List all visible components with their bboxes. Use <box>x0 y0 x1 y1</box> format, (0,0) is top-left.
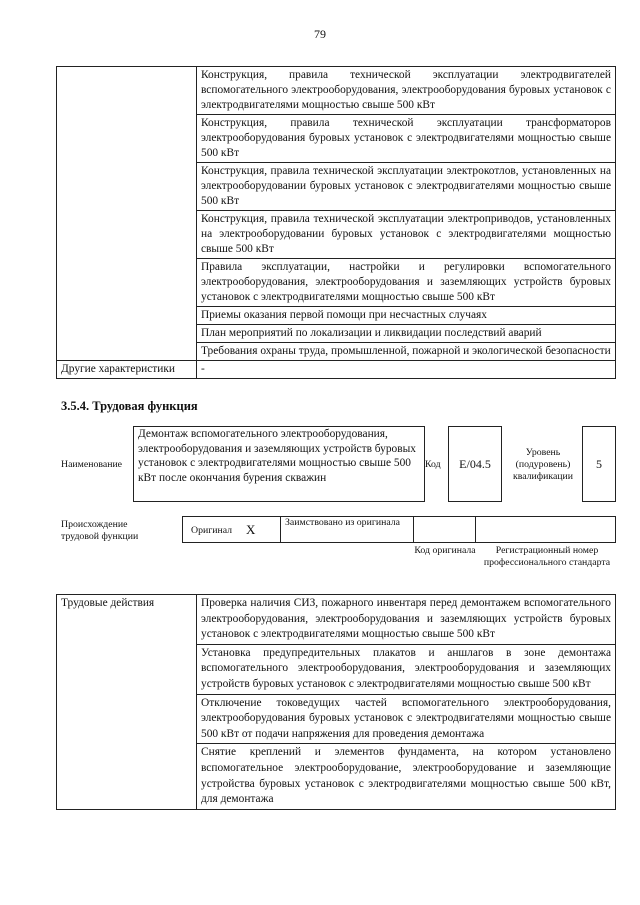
labor-actions-label: Трудовые действия <box>57 595 197 810</box>
labor-action-item: Установка предупредительных плакатов и аншлагов в зоне демонтажа вспомогательного электрооборудования, электрооборудования и заземляющих устройств буровых установок с электродвигателями мощностью свыше 500 кВт <box>197 644 616 694</box>
knowledge-item: Конструкция, правила технической эксплуатации трансформаторов электрооборудования буровых установок с электродвигателями мощностью свыше 500 кВт <box>197 115 616 163</box>
knowledge-item: Требования охраны труда, промышленной, пожарной и экологической безопасности <box>197 343 616 361</box>
name-label: Наименование <box>61 459 123 470</box>
code-original-caption: Код оригинала <box>414 545 476 556</box>
other-characteristics-value: - <box>197 361 616 379</box>
knowledge-item: Приемы оказания первой помощи при несчастных случаях <box>197 307 616 325</box>
knowledge-item: Конструкция, правила технической эксплуатации электрокотлов, установленных на электрооборудовании буровых установок с электродвигателями мощностью свыше 500 кВт <box>197 163 616 211</box>
page-number: 79 <box>314 27 326 41</box>
section-heading: 3.5.4. Трудовая функция <box>61 399 198 413</box>
code-label: Код <box>425 459 441 470</box>
function-name: Демонтаж вспомогательного электрооборудования, электрооборудования и заземляющих устройств буровых установок с электродвигателями мощностью свыше 500 кВт после окончания бурения скважин <box>138 428 416 484</box>
labor-action-item: Снятие креплений и элементов фундамента, на котором установлено вспомогательное электрооборудование, электрооборудование и заземляющие устройства буровых установок с электродвигателями мощностью свыше 500 кВт, для демонтажа <box>197 744 616 809</box>
labor-action-item: Отключение токоведущих частей вспомогательного электрооборудования, электрооборудования буровых установок с электродвигателями мощностью свыше 500 кВт от подачи напряжения для проведения демонтажа <box>197 694 616 744</box>
knowledge-item: План мероприятий по локализации и ликвидации последствий аварий <box>197 325 616 343</box>
knowledge-table <box>56 66 616 379</box>
reg-number-caption: Регистрационный номер профессионального стандарта <box>483 545 611 568</box>
original-mark: X <box>246 522 256 537</box>
level-label: Уровень (подуровень) квалификации <box>512 447 574 482</box>
labor-action-item: Проверка наличия СИЗ, пожарного инвентаря перед демонтажем вспомогательного электрооборудования, электрооборудования и заземляющих устройств буровых установок с электродвигателями мощностью свыше 500 кВт <box>197 595 616 645</box>
origin-label: Происхождение трудовой функции <box>61 519 139 542</box>
knowledge-item: Правила эксплуатации, настройки и регулировки вспомогательного электрооборудования, электрооборудования и заземляющих устройств буровых установок с электродвигателями мощностью свыше 500 кВт <box>197 259 616 307</box>
labor-actions-table <box>56 594 616 810</box>
function-name-box <box>133 426 425 502</box>
level-box <box>582 426 616 502</box>
other-characteristics-label: Другие характеристики <box>57 361 197 379</box>
original-label: Оригинал <box>191 525 233 536</box>
borrowed-label: Заимствовано из оригинала <box>285 517 400 528</box>
knowledge-label-cell <box>57 67 197 361</box>
level-value: 5 <box>596 457 602 471</box>
code-box <box>448 426 502 502</box>
code-value: E/04.5 <box>459 457 491 471</box>
knowledge-item: Конструкция, правила технической эксплуатации электроприводов, установленных на электрооборудовании буровых установок с электродвигателями мощностью свыше 500 кВт <box>197 211 616 259</box>
knowledge-item: Конструкция, правила технической эксплуатации электродвигателей вспомогательного электрооборудования, электрооборудования буровых установок с электродвигателями мощностью свыше 500 кВт <box>197 67 616 115</box>
